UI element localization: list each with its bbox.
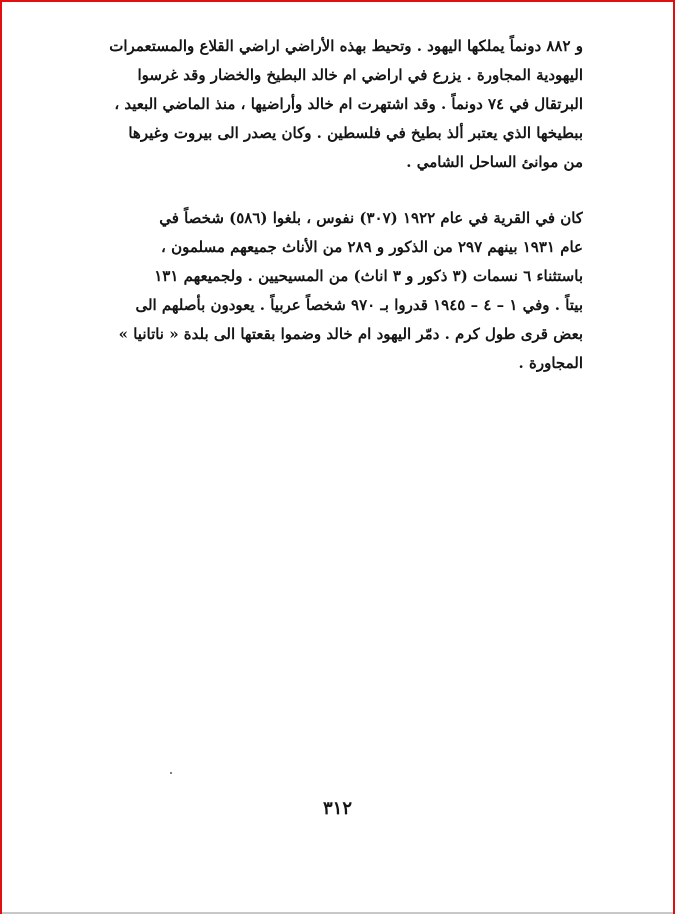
paragraph-1-line-2: اليهودية المجاورة . يزرع في اراضي ام خالد البطيخ والخضار وقد غرسوا (137, 66, 583, 84)
paragraph-2-line-6: المجاورة . (518, 354, 583, 372)
paragraph-1-line-1: و ٨٨٢ دونماً يملكها اليهود . وتحيط بهذه الأراضي اراضي القلاع والمستعمرات (109, 37, 583, 55)
paragraph-2-line-5: بعض قرى طول كرم . دمّر اليهود ام خالد وضموا بقعتها الى بلدة « ناتانيا » (118, 325, 583, 343)
scan-speck (170, 772, 172, 774)
paragraph-1-line-3: البرتقال في ٧٤ دونماً . وقد اشتهرت ام خالد وأراضيها ، منذ الماضي البعيد ، (114, 95, 583, 113)
paragraph-2 (93, 204, 583, 378)
paragraph-2-line-3: باستثناء ٦ نسمات (٣ ذكور و ٣ اناث) من المسيحيين . ولجميعهم ١٣١ (154, 267, 583, 285)
paragraph-1-line-5: من موانئ الساحل الشامي . (406, 153, 583, 171)
paragraph-1 (93, 32, 583, 177)
paragraph-1-line-4: ببطيخها الذي يعتبر ألذ بطيخ في فلسطين . وكان يصدر الى بيروت وغيرها (128, 124, 583, 142)
paragraph-2-line-4: بيتاً . وفي ١ – ٤ – ١٩٤٥ قدروا بـ ٩٧٠ شخصاً عربياً . يعودون بأصلهم الى (135, 296, 583, 314)
page-number: ٣١٢ (322, 798, 352, 819)
paragraph-2-line-2: عام ١٩٣١ بينهم ٢٩٧ من الذكور و ٢٨٩ من الأناث جميعهم مسلمون ، (161, 238, 583, 256)
paragraph-2-line-1: كان في القرية في عام ١٩٢٢ (٣٠٧) نفوس ، بلغوا (٥٨٦) شخصاً في (159, 209, 583, 227)
